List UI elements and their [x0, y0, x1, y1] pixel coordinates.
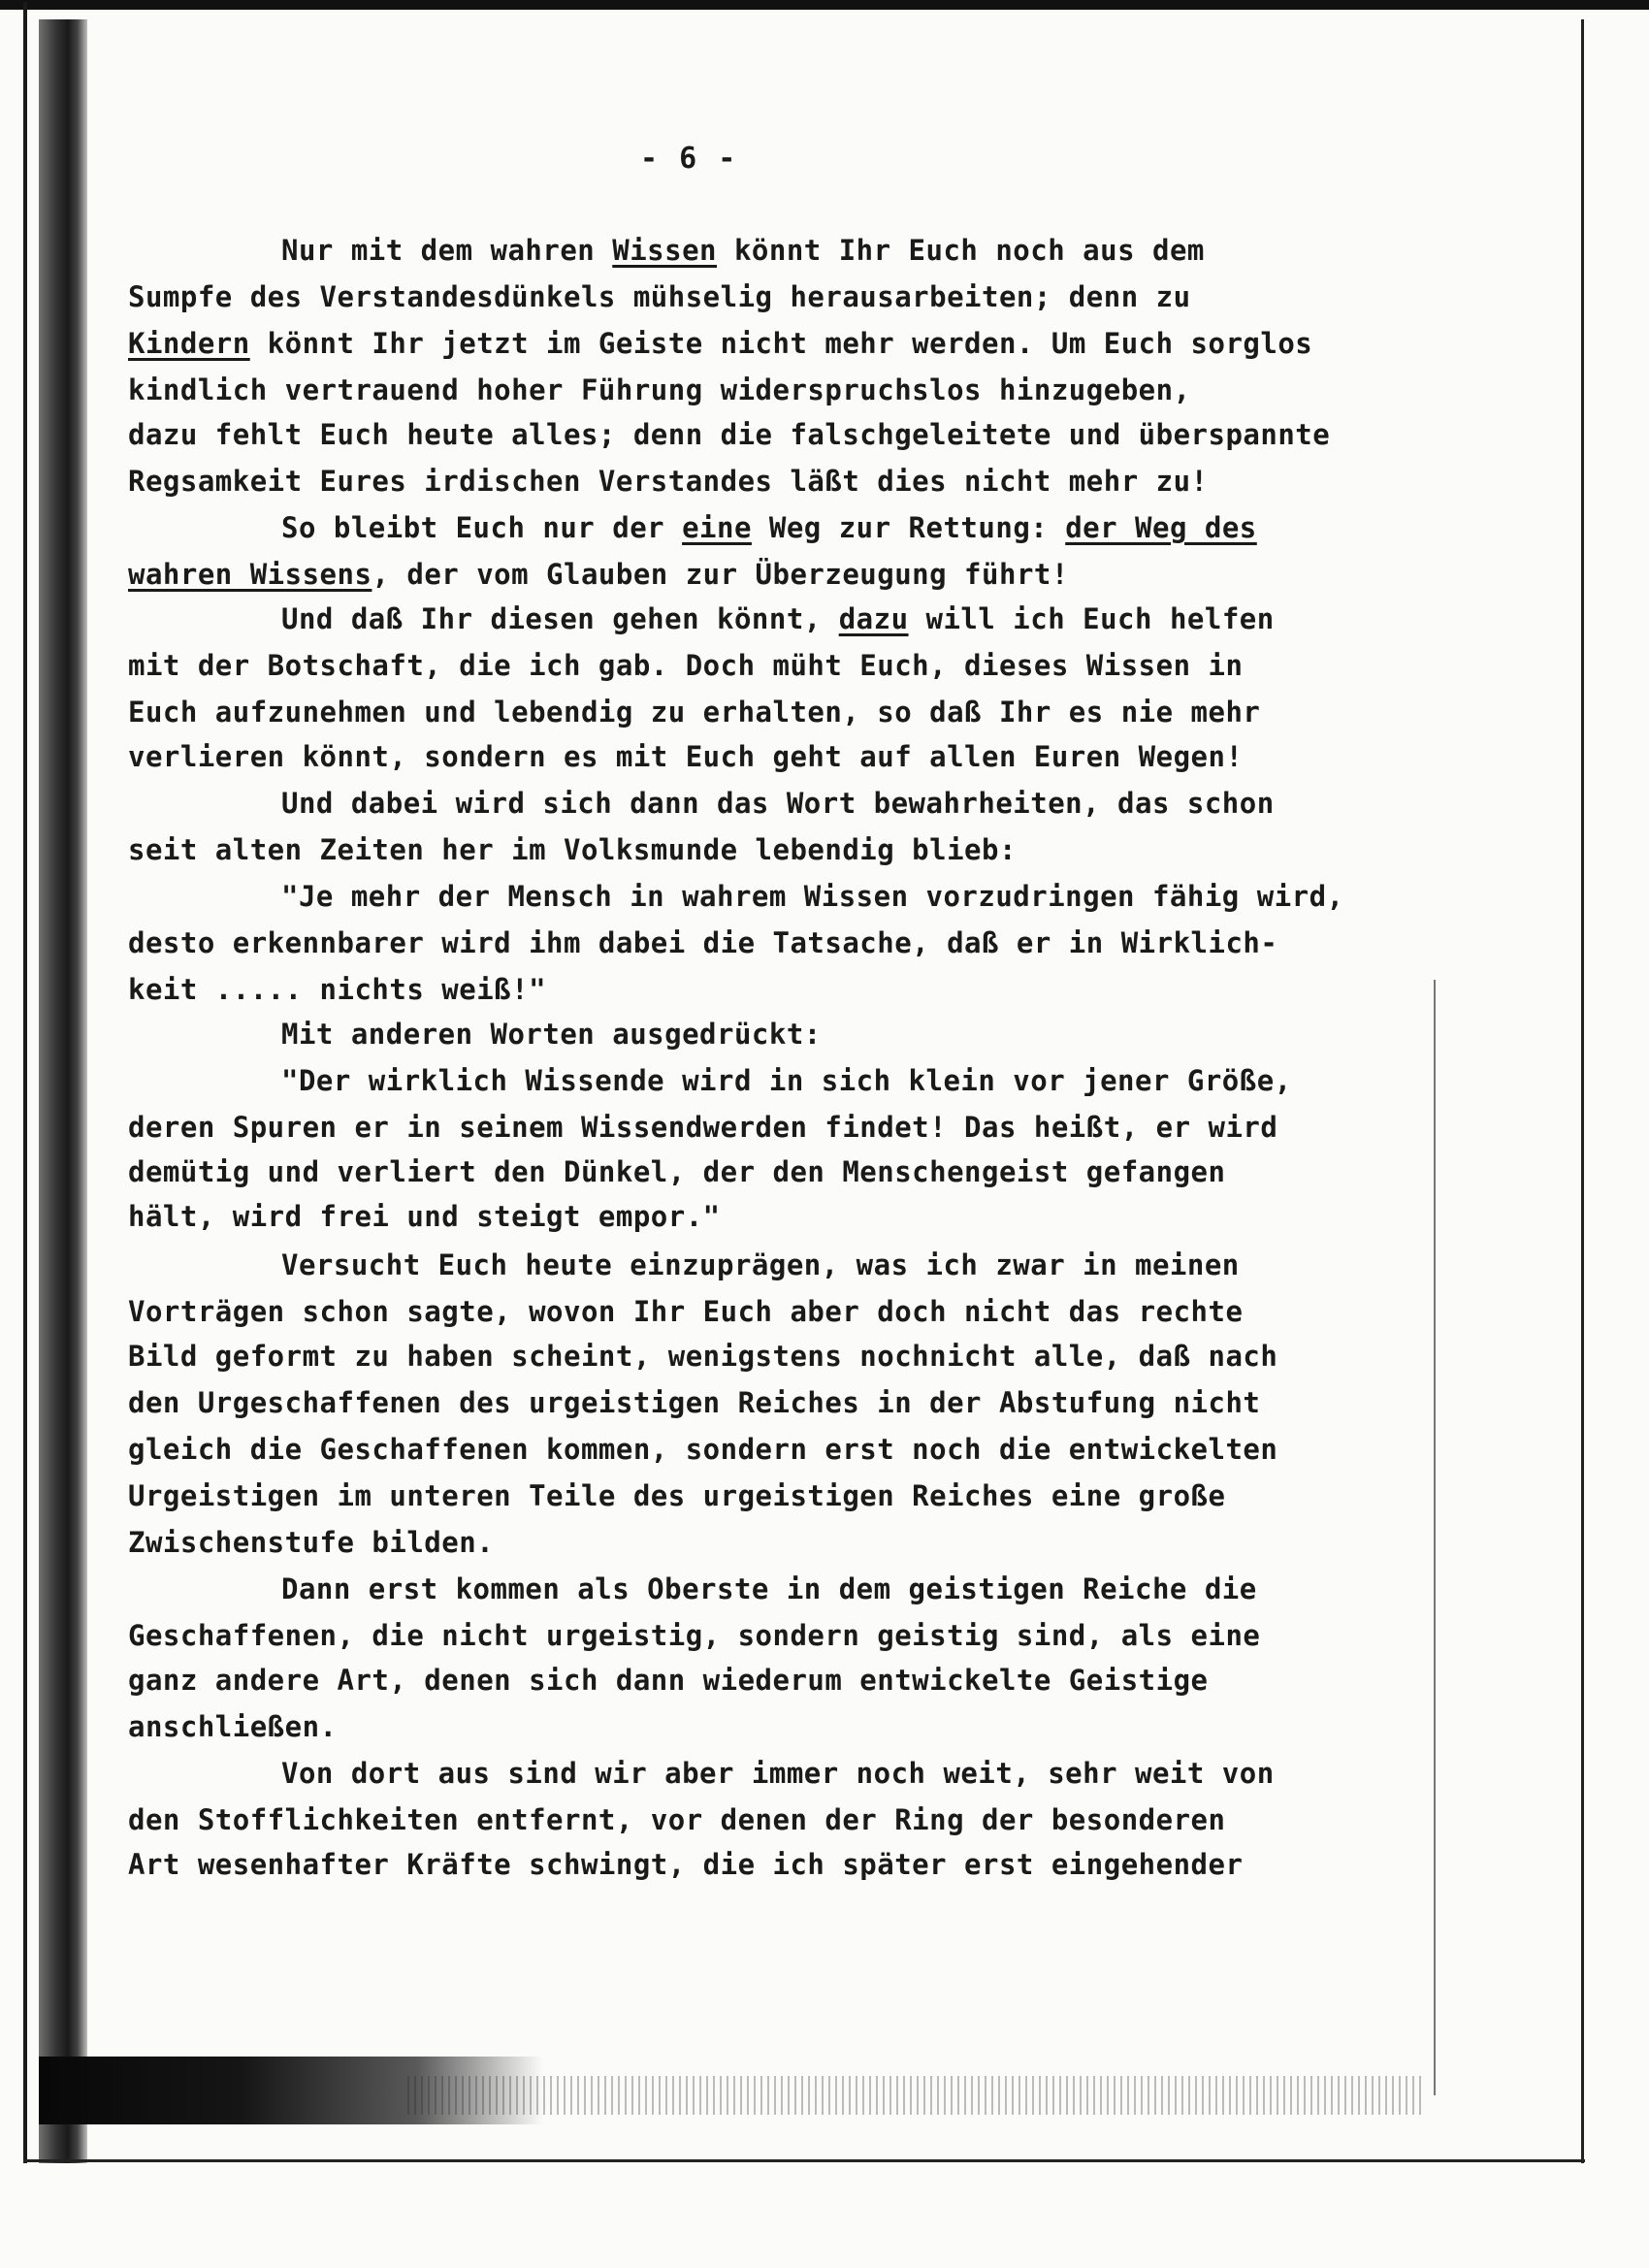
text-line: seit alten Zeiten her im Volksmunde lebendig blieb: — [128, 833, 1017, 866]
underlined-text: dazu — [838, 602, 909, 635]
text-line: Vorträgen schon sagte, wovon Ihr Euch aber doch nicht das rechte — [128, 1295, 1244, 1328]
text-line: Zwischenstufe bilden. — [128, 1526, 495, 1559]
text-line: Art wesenhafter Kräfte schwingt, die ich später erst eingehender — [128, 1848, 1244, 1881]
text-line: gleich die Geschaffenen kommen, sondern erst noch die entwickelten — [128, 1433, 1278, 1466]
text-line: Regsamkeit Eures irdischen Verstandes läßt dies nicht mehr zu! — [128, 465, 1209, 498]
text-line: Euch aufzunehmen und lebendig zu erhalten, so daß Ihr es nie mehr — [128, 696, 1261, 729]
scan-top-edge — [0, 0, 1649, 10]
text-line: den Urgeschaffenen des urgeistigen Reiches in der Abstufung nicht — [128, 1386, 1261, 1419]
text-line: Geschaffenen, die nicht urgeistig, sondern geistig sind, als eine — [128, 1619, 1261, 1652]
text-line: mit der Botschaft, die ich gab. Doch müht Euch, dieses Wissen in — [128, 649, 1244, 682]
text-line: Und daß Ihr diesen gehen könnt, dazu will ich Euch helfen — [281, 602, 1275, 635]
underlined-text: der Weg des — [1065, 511, 1257, 544]
scan-left-edge — [23, 2, 27, 2163]
text-line: "Je mehr der Mensch in wahrem Wissen vorzudringen fähig wird, — [281, 880, 1344, 913]
page-border-bottom — [23, 2159, 1585, 2162]
text-line: desto erkennbarer wird ihm dabei die Tatsache, daß er in Wirklich- — [128, 926, 1278, 959]
text-line: So bleibt Euch nur der eine Weg zur Rettung: der Weg des — [281, 511, 1257, 544]
page-border-right — [1581, 19, 1584, 2163]
text-line: hält, wird frei und steigt empor." — [128, 1200, 721, 1233]
text-line: Dann erst kommen als Oberste in dem geistigen Reiche die — [281, 1572, 1257, 1605]
text-line: Kindern könnt Ihr jetzt im Geiste nicht mehr werden. Um Euch sorglos — [128, 327, 1313, 360]
underlined-text: wahren Wissens — [128, 558, 372, 591]
text-line: Mit anderen Worten ausgedrückt: — [281, 1018, 822, 1051]
underlined-text: Wissen — [612, 234, 717, 267]
text-line: anschließen. — [128, 1710, 338, 1743]
text-line: Bild geformt zu haben scheint, wenigstens nochnicht alle, daß nach — [128, 1340, 1278, 1373]
text-line: ganz andere Art, denen sich dann wiederum entwickelte Geistige — [128, 1664, 1209, 1697]
text-line: Von dort aus sind wir aber immer noch weit, sehr weit von — [281, 1757, 1275, 1790]
text-line: dazu fehlt Euch heute alles; denn die falschgeleitete und überspannte — [128, 418, 1331, 451]
text-line: demütig und verliert den Dünkel, der den Menschengeist gefangen — [128, 1155, 1226, 1188]
text-line: Nur mit dem wahren Wissen könnt Ihr Euch noch aus dem — [281, 234, 1205, 267]
text-line: Urgeistigen im unteren Teile des urgeistigen Reiches eine große — [128, 1479, 1226, 1512]
text-line: wahren Wissens, der vom Glauben zur Überzeugung führt! — [128, 558, 1069, 591]
text-line: Sumpfe des Verstandesdünkels mühselig herausarbeiten; denn zu — [128, 280, 1191, 313]
scan-bottom-speckle — [407, 2076, 1426, 2115]
scan-binding-shadow — [39, 19, 87, 2163]
scan-artifact-line — [1434, 980, 1436, 2095]
text-line: den Stofflichkeiten entfernt, vor denen der Ring der besonderen — [128, 1803, 1226, 1836]
text-line: Und dabei wird sich dann das Wort bewahrheiten, das schon — [281, 787, 1275, 820]
text-line: "Der wirklich Wissende wird in sich klein vor jener Größe, — [281, 1064, 1292, 1097]
underlined-text: Kindern — [128, 327, 250, 360]
text-line: verlieren könnt, sondern es mit Euch geht auf allen Euren Wegen! — [128, 740, 1244, 773]
text-line: Versucht Euch heute einzuprägen, was ich zwar in meinen — [281, 1248, 1240, 1281]
underlined-text: eine — [682, 511, 752, 544]
page-number: - 6 - — [640, 142, 738, 176]
text-line: keit ..... nichts weiß!" — [128, 973, 547, 1006]
text-line: kindlich vertrauend hoher Führung widerspruchslos hinzugeben, — [128, 373, 1191, 406]
text-line: deren Spuren er in seinem Wissendwerden findet! Das heißt, er wird — [128, 1111, 1278, 1144]
